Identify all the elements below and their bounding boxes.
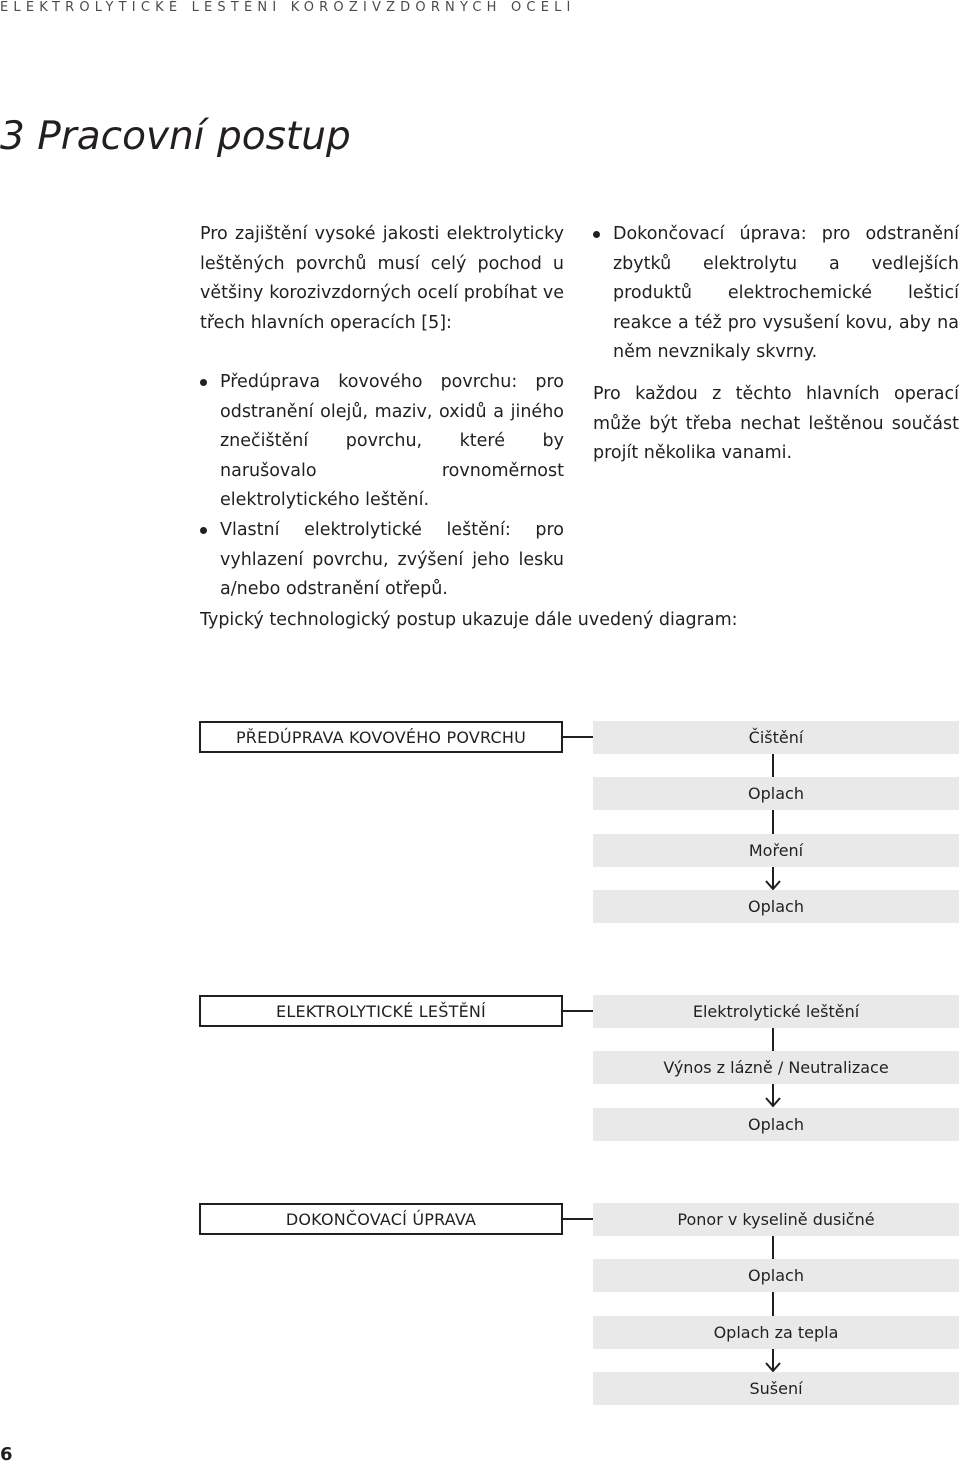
process-step: Oplach xyxy=(593,890,959,923)
page-number: 6 xyxy=(0,1444,13,1465)
left-column xyxy=(200,220,564,605)
stage-box: ELEKTROLYTICKÉ LEŠTĚNÍ xyxy=(199,995,563,1027)
list-item xyxy=(200,516,564,605)
process-step: Výnos z lázně / Neutralizace xyxy=(593,1051,959,1084)
process-step: Oplach xyxy=(593,1259,959,1292)
process-step: Čištění xyxy=(593,721,959,754)
bullet-icon xyxy=(593,231,600,238)
arrow-down-icon xyxy=(763,1084,783,1108)
stage-connector xyxy=(563,1218,593,1220)
intro-paragraph: Pro zajištění vysoké jakosti elektrolyticky leštěných povrchů musí celý pochod u většiny korozivzdorných ocelí probíhat ve třech hlavních operacích [5]: xyxy=(200,224,564,333)
bullet-icon xyxy=(200,527,207,534)
list-item-text: Vlastní elektrolytické leštění: pro vyhlazení povrchu, zvýšení jeho lesku a/nebo odstranění otřepů. xyxy=(220,519,564,600)
operation-list xyxy=(200,368,564,605)
step-link-line xyxy=(772,810,774,833)
process-step: Oplach za tepla xyxy=(593,1316,959,1349)
step-link-line xyxy=(772,754,774,777)
operation-list xyxy=(593,220,959,368)
list-item xyxy=(593,220,959,368)
arrow-down-icon xyxy=(763,1349,783,1373)
list-item xyxy=(200,368,564,516)
right-column xyxy=(593,220,959,469)
process-step: Oplach xyxy=(593,1108,959,1141)
process-step: Ponor v kyselině dusičné xyxy=(593,1203,959,1236)
step-link-line xyxy=(772,1028,774,1051)
process-step: Moření xyxy=(593,834,959,867)
process-step: Sušení xyxy=(593,1372,959,1405)
chapter-title: 3 Pracovní postup xyxy=(0,114,351,159)
step-link-line xyxy=(772,1236,774,1259)
closing-paragraph: Pro každou z těchto hlavních operací může být třeba nechat leštěnou součást projít několika vanami. xyxy=(593,383,959,464)
stage-box: DOKONČOVACÍ ÚPRAVA xyxy=(199,1203,563,1235)
bullet-icon xyxy=(200,379,207,386)
list-item-text: Předúprava kovového povrchu: pro odstranění olejů, maziv, oxidů a jiného znečištění povrchu, které by narušovalo rovnoměrnost elektrolytického leštění. xyxy=(220,371,564,511)
stage-connector xyxy=(563,736,593,738)
list-item-text: Dokončovací úprava: pro odstranění zbytků elektrolytu a vedlejších produktů elektrochemické lešticí reakce a též pro vysušení kovu, aby na něm nevznikaly skvrny. xyxy=(613,224,959,363)
stage-connector xyxy=(563,1010,593,1012)
arrow-down-icon xyxy=(763,867,783,891)
process-step: Oplach xyxy=(593,777,959,810)
diagram-intro: Typický technologický postup ukazuje dále uvedený diagram: xyxy=(200,610,738,630)
stage-box: PŘEDÚPRAVA KOVOVÉHO POVRCHU xyxy=(199,721,563,753)
step-link-line xyxy=(772,1292,774,1315)
process-step: Elektrolytické leštění xyxy=(593,995,959,1028)
running-header: ELEKTROLYTICKÉ LEŠTĚNÍ KOROZIVZDORNÝCH OCELÍ xyxy=(0,0,576,15)
